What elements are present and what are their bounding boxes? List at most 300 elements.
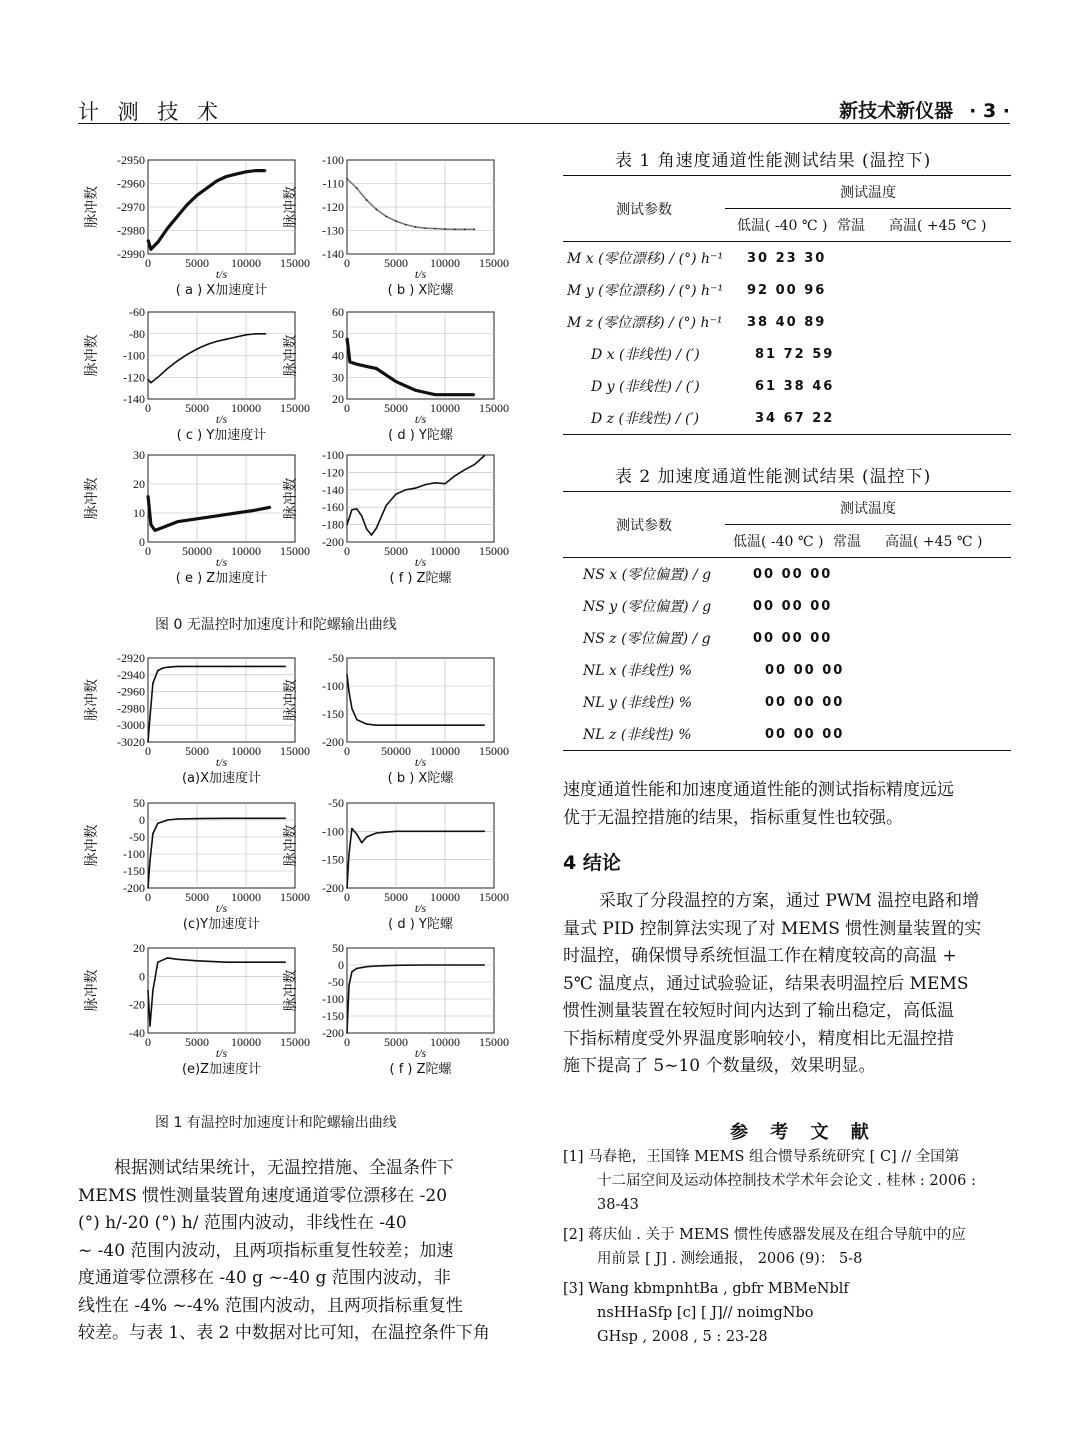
data-point [395, 965, 397, 967]
x-tick-label: 10000 [231, 544, 261, 558]
data-point [356, 187, 358, 189]
data-point [464, 229, 466, 231]
left-line: 较差。与表 1、表 2 中数据对比可知，在温控条件下角 [78, 1323, 490, 1343]
conclusion-line: 施下提高了 5~10 个数量级，效果明显。 [563, 1056, 876, 1076]
data-point [147, 887, 149, 889]
data-point [366, 366, 368, 368]
y-axis-label: 脉冲数 [85, 334, 100, 377]
data-point [349, 361, 351, 363]
data-point [464, 394, 466, 396]
data-point [454, 229, 456, 231]
data-point [154, 530, 156, 532]
normal-temp-header: 常温 [833, 525, 885, 558]
y-tick-label: -120 [322, 200, 344, 214]
data-point [265, 333, 267, 335]
data-point [376, 965, 378, 967]
x-axis-label: t/s [215, 412, 228, 426]
data-point [346, 887, 348, 889]
plot-area [347, 658, 494, 742]
reference-list [563, 1145, 1013, 1349]
conclusion-line: 时温控，确保惯导系统恒温工作在精度较高的高温 + [563, 946, 957, 966]
ref-line: GHsp , 2008 , 5 : 23-28 [597, 1329, 768, 1345]
data-point [425, 392, 427, 394]
data-point [177, 521, 179, 523]
x-axis-label: t/s [215, 901, 228, 915]
data-point [206, 344, 208, 346]
panel-caption: ( d ) Y陀螺 [388, 917, 453, 932]
param-cell: M y (零位漂移) / (°) h⁻¹ [567, 283, 724, 299]
data-point [483, 964, 485, 966]
left-line: ~ -40 范围内波动，且两项指标重复性较差；加速 [78, 1240, 454, 1261]
page-number: · 3 · [969, 100, 1010, 122]
data-point [177, 666, 179, 668]
x-tick-label: 15000 [280, 890, 310, 904]
left-line: MEMS 惯性测量装置角速度通道零位漂移在 -20 [78, 1185, 448, 1206]
table-row [563, 558, 1011, 591]
x-tick-label: 15000 [479, 1035, 509, 1049]
value-cell: 00 00 00 [725, 718, 1011, 751]
table-header-row [563, 176, 1011, 209]
x-tick-label: 5000 [185, 1035, 209, 1049]
data-point [150, 249, 152, 251]
x-tick-label: 0 [344, 890, 350, 904]
x-tick-label: 10000 [231, 256, 261, 270]
data-point [147, 741, 149, 743]
x-tick-label: 10000 [231, 401, 261, 415]
data-point [152, 990, 154, 992]
data-point [152, 682, 154, 684]
y-tick-label: -2960 [117, 684, 145, 699]
data-point [255, 333, 257, 335]
y-tick-label: 0 [139, 969, 145, 984]
data-point [346, 1032, 348, 1034]
y-tick-label: -100 [322, 679, 344, 693]
data-point [255, 170, 257, 172]
data-point [255, 509, 257, 511]
table-row [563, 338, 1011, 370]
data-point [245, 334, 247, 336]
y-tick-label: 40 [332, 348, 344, 363]
plot-area [148, 455, 295, 542]
param-cell: D y (非线性) / (′) [591, 379, 700, 395]
data-point [255, 666, 257, 668]
x-tick-label: 15000 [479, 744, 509, 758]
data-point [167, 227, 169, 229]
y-tick-label: -160 [322, 500, 344, 515]
data-point [361, 515, 363, 517]
data-point [415, 487, 417, 489]
data-point [226, 666, 228, 668]
x-tick-label: 15000 [280, 401, 310, 415]
y-tick-label: -100 [123, 847, 145, 861]
panel-caption: ( c ) Y加速度计 [176, 428, 267, 443]
x-tick-label: 5000 [185, 890, 209, 904]
temp-header: 测试温度 [725, 176, 1011, 209]
data-point [216, 180, 218, 182]
data-point [157, 823, 159, 825]
y-tick-label: -2970 [117, 200, 145, 214]
data-point [376, 209, 378, 211]
x-tick-label: 0 [344, 256, 350, 270]
y-tick-label: -2920 [117, 651, 145, 665]
y-tick-label: -50 [129, 830, 145, 844]
x-tick-label: 15000 [479, 544, 509, 558]
data-point [147, 495, 149, 497]
panel-caption: (e)Z加速度计 [181, 1062, 262, 1077]
data-point [464, 469, 466, 471]
data-point [366, 528, 368, 530]
y-tick-label: -60 [129, 305, 145, 319]
data-point [167, 666, 169, 668]
y-tick-label: -140 [322, 482, 344, 497]
y-axis-label: 脉冲数 [284, 969, 299, 1012]
y-axis-label: 脉冲数 [85, 824, 100, 867]
data-point [366, 966, 368, 968]
y-tick-label: 20 [133, 477, 145, 491]
data-point [351, 509, 353, 511]
y-tick-label: 0 [338, 958, 344, 972]
data-point [265, 170, 267, 172]
data-point [351, 971, 353, 973]
data-point [235, 173, 237, 175]
data-point [376, 832, 378, 834]
right-line: 优于无温控措施的结果，指标重复性也较强。 [563, 807, 903, 828]
data-point [376, 527, 378, 529]
y-tick-label: -150 [322, 707, 344, 721]
data-point [149, 1025, 151, 1027]
x-axis-label: t/s [215, 1046, 228, 1060]
param-header: 测试参数 [563, 492, 725, 558]
panel-caption: ( b ) X陀螺 [387, 771, 454, 786]
data-point [366, 836, 368, 838]
reference-item [563, 1277, 1013, 1349]
data-point [157, 670, 159, 672]
data-point [348, 691, 350, 693]
data-point [434, 482, 436, 484]
y-axis-label: 脉冲数 [85, 477, 100, 520]
x-tick-label: 0 [344, 744, 350, 758]
ref-line: 十二届空间及运动体控制技术学术年会论文 . 桂林 : 2006 : [597, 1173, 976, 1189]
conclusion-line: 采取了分段温控的方案，通过 PWM 温控电路和增 [599, 891, 980, 911]
right-body-text [563, 777, 1011, 832]
y-tick-label: 50 [332, 326, 344, 341]
data-point [162, 667, 164, 669]
plot-area [148, 658, 295, 742]
temp-header: 测试温度 [725, 492, 1011, 525]
table-row [563, 274, 1011, 306]
x-tick-label: 15000 [280, 256, 310, 270]
x-tick-label: 50000 [182, 544, 212, 558]
param-cell: NL x (非线性) % [583, 663, 693, 679]
data-point [157, 961, 159, 963]
y-tick-label: -40 [129, 1026, 145, 1040]
y-tick-label: 0 [139, 813, 145, 827]
y-tick-label: -140 [322, 247, 344, 261]
ref-line: 用前景 [ J] . 测绘通报， 2006 (9)： 5-8 [597, 1251, 863, 1267]
data-point [149, 716, 151, 718]
value-cell: 00 00 00 [765, 662, 845, 678]
left-body-text [78, 1155, 518, 1348]
data-point [434, 394, 436, 396]
x-tick-label: 15000 [479, 256, 509, 270]
y-tick-label: -200 [322, 735, 344, 749]
x-axis-label: t/s [414, 267, 427, 281]
x-tick-label: 0 [145, 544, 151, 558]
reference-item [563, 1145, 1013, 1217]
y-tick-label: 20 [332, 392, 344, 406]
data-point [346, 178, 348, 180]
conclusion-line: 惯性测量装置在较短时间内达到了输出稳定，高低温 [563, 1001, 954, 1021]
data-point [474, 394, 476, 396]
left-line: 根据测试结果统计，无温控措施、全温条件下 [114, 1158, 454, 1178]
x-tick-label: 15000 [280, 544, 310, 558]
x-tick-label: 15000 [280, 1035, 310, 1049]
y-tick-label: -100 [322, 992, 344, 1006]
y-axis-label: 脉冲数 [85, 186, 100, 228]
x-tick-label: 0 [344, 1035, 350, 1049]
data-point [405, 224, 407, 226]
y-tick-label: 50 [133, 796, 145, 810]
y-tick-label: -120 [123, 370, 145, 385]
plot-area [347, 455, 494, 542]
ref-line: 38-43 [597, 1197, 639, 1213]
data-point [444, 228, 446, 230]
table-row [563, 686, 1011, 718]
conclusion-line: 量式 PID 控制算法实现了对 MEMS 惯性测量装置的实 [563, 918, 982, 939]
x-tick-label: 15000 [479, 401, 509, 415]
data-point [385, 505, 387, 507]
data-point [346, 674, 348, 676]
data-point [206, 187, 208, 189]
x-tick-label: 0 [145, 256, 151, 270]
y-tick-label: -130 [322, 223, 344, 238]
y-tick-label: 20 [133, 941, 145, 955]
panel-caption: ( d ) Y陀螺 [388, 428, 453, 443]
y-axis-label: 脉冲数 [85, 969, 100, 1012]
y-tick-label: 50 [332, 941, 344, 955]
x-tick-label: 5000 [384, 890, 408, 904]
data-point [385, 374, 387, 376]
x-tick-label: 10000 [430, 401, 460, 415]
y-tick-label: 30 [133, 448, 145, 462]
x-tick-label: 10000 [430, 256, 460, 270]
param-cell: NS y (零位偏置) / g [583, 599, 712, 615]
x-axis-label: t/s [414, 555, 427, 569]
table2 [563, 491, 1011, 751]
param-cell: NS z (零位偏置) / g [583, 631, 711, 647]
data-point [361, 842, 363, 844]
x-tick-label: 10000 [231, 744, 261, 758]
x-tick-label: 0 [145, 744, 151, 758]
table-row [563, 402, 1011, 435]
table1 [563, 175, 1011, 435]
data-point [351, 828, 353, 830]
y-tick-label: -50 [328, 796, 344, 810]
ref-line: [1] 马春艳，王国锋 MEMS 组合惯导系统研究 [ C] // 全国第 [563, 1149, 960, 1165]
data-point [434, 228, 436, 230]
conclusion-line: 5℃ 温度点，通过试验验证，结果表明温控后 MEMS [563, 973, 969, 994]
y-tick-label: -100 [123, 348, 145, 363]
y-tick-label: -2950 [117, 153, 145, 167]
data-point [395, 493, 397, 495]
panel-caption: ( b ) X陀螺 [387, 283, 454, 298]
y-tick-label: -50 [328, 651, 344, 665]
x-axis-label: t/s [414, 1046, 427, 1060]
data-point [444, 394, 446, 396]
header-rule [78, 123, 1010, 124]
x-tick-label: 5000 [185, 744, 209, 758]
x-tick-label: 5000 [384, 1035, 408, 1049]
conclusion-text [563, 888, 1011, 1081]
x-axis-label: t/s [414, 755, 427, 769]
y-tick-label: -100 [322, 448, 344, 462]
param-cell: D x (非线性) / (′) [591, 347, 700, 363]
data-point [405, 489, 407, 491]
value-cell: 00 00 00 [753, 566, 833, 582]
table1-title: 表 1 角速度通道性能测试结果 (温控下) [615, 151, 932, 171]
param-header: 测试参数 [563, 176, 725, 242]
data-point [474, 229, 476, 231]
y-tick-label: -150 [123, 864, 145, 878]
data-point [177, 216, 179, 218]
y-tick-label: -200 [322, 1026, 344, 1040]
panel-caption: ( f ) Z陀螺 [389, 571, 452, 586]
data-point [196, 818, 198, 820]
data-point [356, 968, 358, 970]
data-point [147, 379, 149, 381]
data-point [483, 831, 485, 833]
journal-name: 计 测 技 术 [78, 100, 225, 124]
data-point [356, 833, 358, 835]
x-tick-label: 5000 [185, 256, 209, 270]
x-axis-label: t/s [414, 412, 427, 426]
value-cell: 61 38 46 [755, 378, 835, 394]
y-tick-label: -200 [123, 881, 145, 895]
x-axis-label: t/s [215, 267, 228, 281]
references-heading: 参 考 文 献 [730, 1122, 877, 1143]
data-point [196, 518, 198, 520]
figure1-caption: 图 1 有温控时加速度计和陀螺输出曲线 [155, 1115, 397, 1131]
x-tick-label: 10000 [231, 1035, 261, 1049]
data-point [177, 959, 179, 961]
data-point [162, 527, 164, 529]
panel-caption: (c)Y加速度计 [182, 917, 261, 932]
table-row [563, 622, 1011, 654]
y-tick-label: -140 [123, 392, 145, 406]
x-tick-label: 15000 [479, 890, 509, 904]
data-point [395, 220, 397, 222]
y-tick-label: -2960 [117, 176, 145, 191]
y-tick-label: -80 [129, 326, 145, 341]
data-point [356, 719, 358, 721]
low-temp-header: 低温( -40 ℃ ) [725, 209, 837, 242]
y-tick-label: -3020 [117, 735, 145, 749]
data-point [366, 199, 368, 201]
data-point [147, 239, 149, 241]
data-point [255, 961, 257, 963]
high-temp-header: 高温( +45 ℃ ) [885, 525, 1011, 558]
figure0-caption: 图 0 无温控时加速度计和陀螺输出曲线 [155, 617, 397, 633]
y-tick-label: 60 [332, 305, 344, 319]
data-point [226, 176, 228, 178]
x-tick-label: 10000 [231, 890, 261, 904]
data-point [444, 483, 446, 485]
param-cell: M x (零位漂移) / (°) h⁻¹ [567, 251, 724, 267]
data-point [346, 337, 348, 339]
table-row [563, 718, 1011, 751]
left-line: (°) h/-20 (°) h/ 范围内波动，非线性在 -40 [78, 1213, 407, 1233]
data-point [186, 354, 188, 356]
data-point [226, 818, 228, 820]
value-cell: 92 00 96 [747, 282, 827, 298]
left-line: 度通道零位漂移在 -40 g ~-40 g 范围内波动，非 [78, 1268, 451, 1288]
y-tick-label: -150 [322, 852, 344, 867]
data-point [454, 394, 456, 396]
param-cell: NL y (非线性) % [583, 695, 693, 711]
data-point [196, 960, 198, 962]
y-tick-label: -20 [129, 997, 145, 1012]
data-point [356, 508, 358, 510]
table-row [563, 654, 1011, 686]
ref-line: nsHHaSfp [c] [ J]// noimgNbo [597, 1305, 814, 1321]
data-point [425, 227, 427, 229]
y-tick-label: -110 [322, 176, 344, 191]
x-tick-label: 5000 [384, 401, 408, 415]
data-point [147, 990, 149, 992]
x-tick-label: 0 [145, 890, 151, 904]
data-point [415, 390, 417, 392]
x-tick-label: 15000 [280, 744, 310, 758]
plot-area [148, 803, 295, 888]
param-cell: NS x (零位偏置) / g [583, 567, 712, 583]
y-tick-label: -100 [322, 153, 344, 167]
data-point [216, 341, 218, 343]
data-point [454, 724, 456, 726]
y-tick-label: -2990 [117, 247, 145, 261]
x-axis-label: t/s [215, 555, 228, 569]
x-tick-label: 10000 [430, 890, 460, 904]
data-point [454, 475, 456, 477]
data-point [366, 723, 368, 725]
conclusion-line: 下指标精度受外界温度影响较小，精度相比无温控措 [563, 1028, 954, 1049]
data-point [425, 831, 427, 833]
value-cell: 30 23 30 [747, 250, 827, 266]
data-point [425, 964, 427, 966]
x-tick-label: 0 [145, 401, 151, 415]
value-cell: 81 72 59 [755, 346, 835, 362]
data-point [196, 348, 198, 350]
data-point [483, 724, 485, 726]
x-tick-label: 10000 [430, 544, 460, 558]
x-tick-label: 5000 [384, 544, 408, 558]
y-axis-label: 脉冲数 [284, 477, 299, 520]
ref-line: [2] 蒋庆仙 . 关于 MEMS 惯性传感器发展及在组合导航中的应 [563, 1227, 966, 1243]
x-tick-label: 50000 [381, 744, 411, 758]
low-temp-header: 低温( -40 ℃ ) [725, 525, 833, 558]
reference-item [563, 1223, 1013, 1271]
y-axis-label: 脉冲数 [284, 186, 299, 228]
data-point [425, 724, 427, 726]
data-point [235, 336, 237, 338]
panel-caption: ( e ) Z加速度计 [175, 571, 268, 586]
y-tick-label: 10 [133, 506, 145, 520]
y-tick-label: -2980 [117, 701, 145, 716]
data-point [348, 853, 350, 855]
data-point [226, 961, 228, 963]
x-axis-label: t/s [215, 755, 228, 769]
data-point [371, 534, 373, 536]
data-point [395, 724, 397, 726]
